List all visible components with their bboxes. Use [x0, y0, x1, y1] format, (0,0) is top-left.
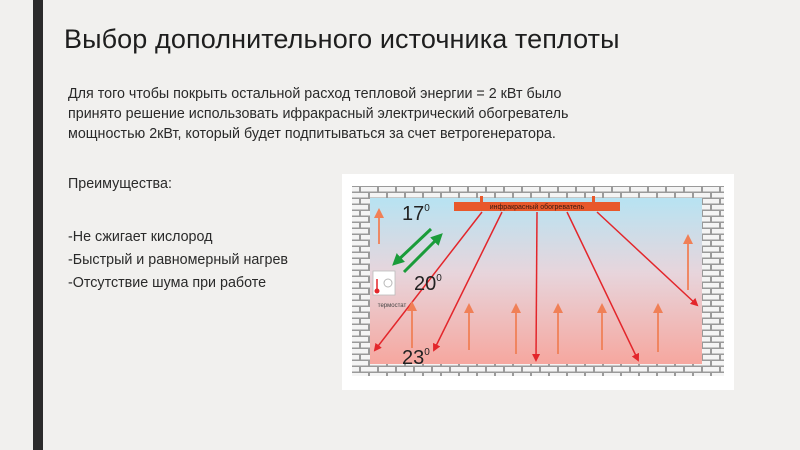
ir-ray	[536, 212, 537, 360]
accent-bar	[33, 0, 43, 450]
heating-diagram-svg	[342, 174, 734, 390]
heating-diagram	[342, 174, 734, 390]
advantage-item: -Не сжигает кислород	[68, 229, 213, 245]
heater-label: инфракрасный обогреватель	[489, 204, 585, 211]
temperature-degree: 0	[436, 273, 442, 284]
advantages-heading: Преимущества:	[68, 176, 172, 192]
intro-line: мощностью 2кВт, который будет подпитываться за счет ветрогенератора.	[68, 126, 556, 142]
temperature-degree: 0	[424, 347, 430, 358]
heater-mount	[592, 196, 595, 202]
temperature-value: 23	[402, 347, 425, 369]
thermostat-label: термостат	[377, 303, 407, 309]
intro-line: Для того чтобы покрыть остальной расход тепловой энергии = 2 кВт было	[68, 86, 562, 102]
advantages-list	[68, 227, 288, 296]
advantage-item: -Отсутствие шума при работе	[68, 275, 267, 291]
temperature-value: 17	[402, 203, 425, 225]
page-title: Выбор дополнительного источника теплоты	[64, 24, 620, 54]
intro-line: принято решение использовать ифракрасный электрический обогреватель	[68, 106, 569, 122]
temperature-value: 20	[414, 273, 437, 295]
advantage-item: -Быстрый и равномерный нагрев	[68, 252, 289, 268]
temperature-degree: 0	[424, 203, 430, 214]
intro-paragraph	[68, 84, 628, 144]
heater-mount	[480, 196, 483, 202]
